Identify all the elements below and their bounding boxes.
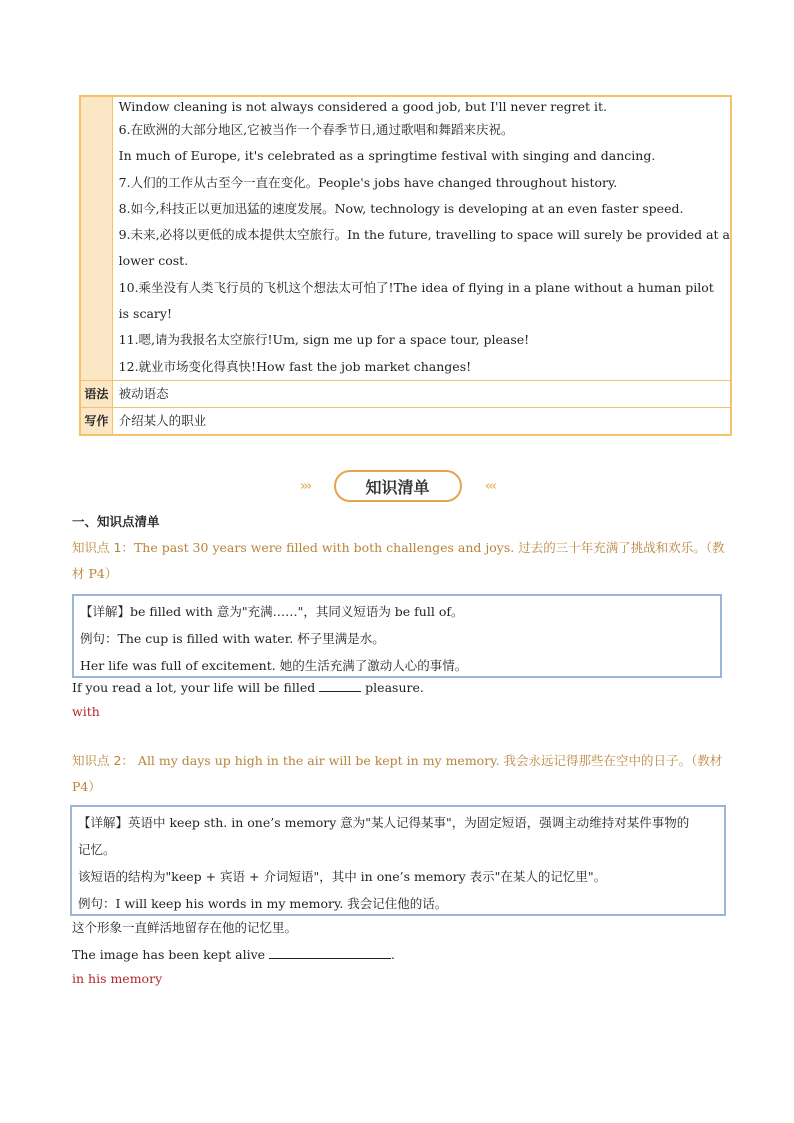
kp2-exercise-en — [72, 946, 395, 962]
chevron-right-icon: ››› — [300, 478, 311, 494]
vocab-line: Window cleaning is not always considered a good job, but I'll never regret it. — [118, 99, 608, 114]
vocab-line: In much of Europe, it's celebrated as a springtime festival with singing and dancing. — [118, 148, 656, 164]
vocab-line: 7.人们的工作从古至今一直在变化。People's jobs have changed throughout history. — [118, 174, 618, 190]
knowledge-point-1 — [72, 535, 727, 587]
knowledge-point-2 — [72, 748, 727, 800]
kp1-text: The past 30 years were filled with both challenges and joys. 过去的三十年充满了挑战和欢乐。（教材 P4） — [72, 540, 725, 581]
vocab-line: 9.未来,必将以更低的成本提供太空旅行。In the future, travelling to space will surely be provided at a — [118, 227, 730, 243]
kp2-detail-line: 记忆。 — [78, 842, 116, 857]
vocab-line: is scary! — [118, 306, 172, 322]
vocab-label-cell — [80, 96, 112, 380]
vocab-line: 8.如今,科技正以更加迅猛的速度发展。Now, technology is developing at an even faster speed. — [118, 200, 684, 216]
kp1-exercise-after: pleasure. — [361, 680, 424, 695]
vocab-line: 11.嗯,请为我报名太空旅行!Um, sign me up for a space tour, please! — [118, 332, 530, 348]
kp1-exercise-before: If you read a lot, your life will be filled — [72, 680, 320, 695]
kp1-answer: with — [72, 704, 100, 719]
chevron-left-icon: ‹‹‹ — [484, 478, 495, 494]
kp2-blank — [269, 946, 391, 959]
kp1-detail-line: 例句：The cup is filled with water. 杯子里满是水。 — [80, 631, 385, 646]
vocab-line: 12.就业市场变化得真快!How fast the job market changes! — [118, 358, 472, 374]
kp2-detail-line: 例句：I will keep his words in my memory. 我会记住他的话。 — [78, 896, 448, 911]
section-banner — [300, 467, 495, 505]
vocab-line: lower cost. — [118, 253, 189, 269]
kp2-detail-box — [70, 805, 726, 916]
kp2-exercise-cn: 这个形象一直鲜活地留存在他的记忆里。 — [72, 920, 298, 935]
writing-value: 介绍某人的职业 — [112, 407, 731, 435]
vocab-line: 6.在欧洲的大部分地区,它被当作一个春季节日,通过歌唱和舞蹈来庆祝。 — [118, 122, 514, 137]
kp1-detail-line: 【详解】be filled with 意为"充满……"，其同义短语为 be full of。 — [80, 604, 464, 619]
kp2-exercise-end: . — [391, 947, 395, 962]
kp2-text: All my days up high in the air will be kept in my memory. 我会永远记得那些在空中的日子。（教材 P4） — [72, 753, 723, 794]
kp1-detail-line: Her life was full of excitement. 她的生活充满了激动人心的事情。 — [80, 658, 468, 673]
section-heading: 一、知识点清单 — [72, 514, 160, 529]
grammar-value: 被动语态 — [112, 380, 731, 407]
kp2-exercise-text: The image has been kept alive — [72, 947, 269, 962]
writing-label: 写作 — [80, 407, 112, 435]
kp2-detail-line: 【详解】英语中 keep sth. in one’s memory 意为"某人记得某事"，为固定短语，强调主动维持对某件事物的 — [78, 815, 690, 830]
kp1-exercise — [72, 679, 424, 695]
summary-table — [79, 95, 732, 436]
kp1-label: 知识点 1： — [72, 540, 134, 555]
kp1-blank — [319, 679, 361, 692]
banner-title: 知识清单 — [334, 470, 462, 502]
kp2-answer: in his memory — [72, 971, 163, 986]
grammar-label: 语法 — [80, 380, 112, 407]
kp1-detail-box — [72, 594, 722, 678]
vocab-line: 10.乘坐没有人类飞行员的飞机这个想法太可怕了!The idea of flying in a plane without a human pilot — [118, 279, 714, 295]
kp2-label: 知识点 2： — [72, 753, 134, 768]
vocab-content-cell — [112, 96, 731, 380]
kp2-detail-line: 该短语的结构为"keep + 宾语 + 介词短语"，其中 in one’s memory 表示"在某人的记忆里"。 — [78, 869, 607, 884]
